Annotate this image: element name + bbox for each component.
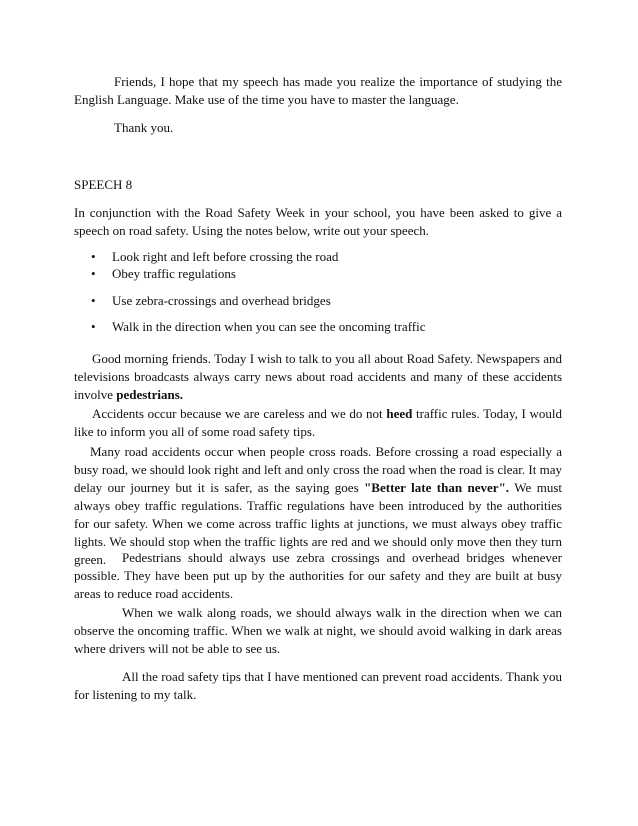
speech-paragraph-1: [74, 350, 562, 404]
note-text: Obey traffic regulations: [112, 266, 236, 281]
thank-you-text: Thank you.: [114, 120, 174, 135]
paragraph-text: Accidents occur because we are careless and we do not: [92, 406, 387, 421]
note-text: Use zebra-crossings and overhead bridges: [112, 293, 331, 308]
bullet-icon: •: [91, 266, 96, 281]
bold-quote: "Better late than never".: [364, 480, 510, 495]
bold-term: heed: [386, 406, 413, 421]
note-text: Walk in the direction when you can see the oncoming traffic: [112, 319, 426, 334]
paragraph-text: Good morning friends. Today I wish to talk to you all about Road Safety. Newspapers and televisions broadcasts always carry news about road accidents and many of these accidents involve: [74, 351, 562, 402]
paragraph-text: Many road accidents occur when people cross roads. Before crossing a road especially a busy road, we should look right and left and only cross the road when the road is clear. It may delay our journey but it is safer, as the saying goes: [74, 444, 562, 495]
bold-term: pedestrians.: [116, 387, 184, 402]
bullet-icon: •: [91, 249, 96, 264]
speech-heading: SPEECH 8: [74, 177, 133, 192]
speech-prompt: In conjunction with the Road Safety Week in your school, you have been asked to give a speech on road safety. Using the notes below, write out your speech.: [74, 205, 562, 238]
note-text: Look right and left before crossing the road: [112, 249, 339, 264]
bullet-icon: •: [91, 319, 96, 334]
paragraph-text: traffic rules. Today, I would like to inform you all of some road safety tips.: [74, 406, 563, 439]
speech-paragraph-6: All the road safety tips that I have mentioned can prevent road accidents. Thank you for listening to my talk.: [74, 669, 562, 702]
bullet-icon: •: [91, 293, 96, 308]
closing-paragraph: Friends, I hope that my speech has made you realize the importance of studying the English Language. Make use of the time you have to master the language.: [74, 74, 562, 107]
paragraph-text: We must always obey traffic regulations. Traffic regulations have been introduced by the authorities for our safety. When we come across traffic lights at junctions, we must always obey traffic lights. We should stop when the traffic lights are red and we should only move then they turn green.: [74, 480, 562, 567]
speech-paragraph-2: [74, 405, 562, 441]
speech-paragraph-4: Pedestrians should always use zebra crossings and overhead bridges whenever possible. They have been put up by the authorities for our safety and they are built at busy areas to reduce road accidents.: [74, 550, 562, 601]
speech-paragraph-5: When we walk along roads, we should always walk in the direction when we can observe the oncoming traffic. When we walk at night, we should avoid walking in dark areas where drivers will not be able to see us.: [74, 605, 562, 656]
